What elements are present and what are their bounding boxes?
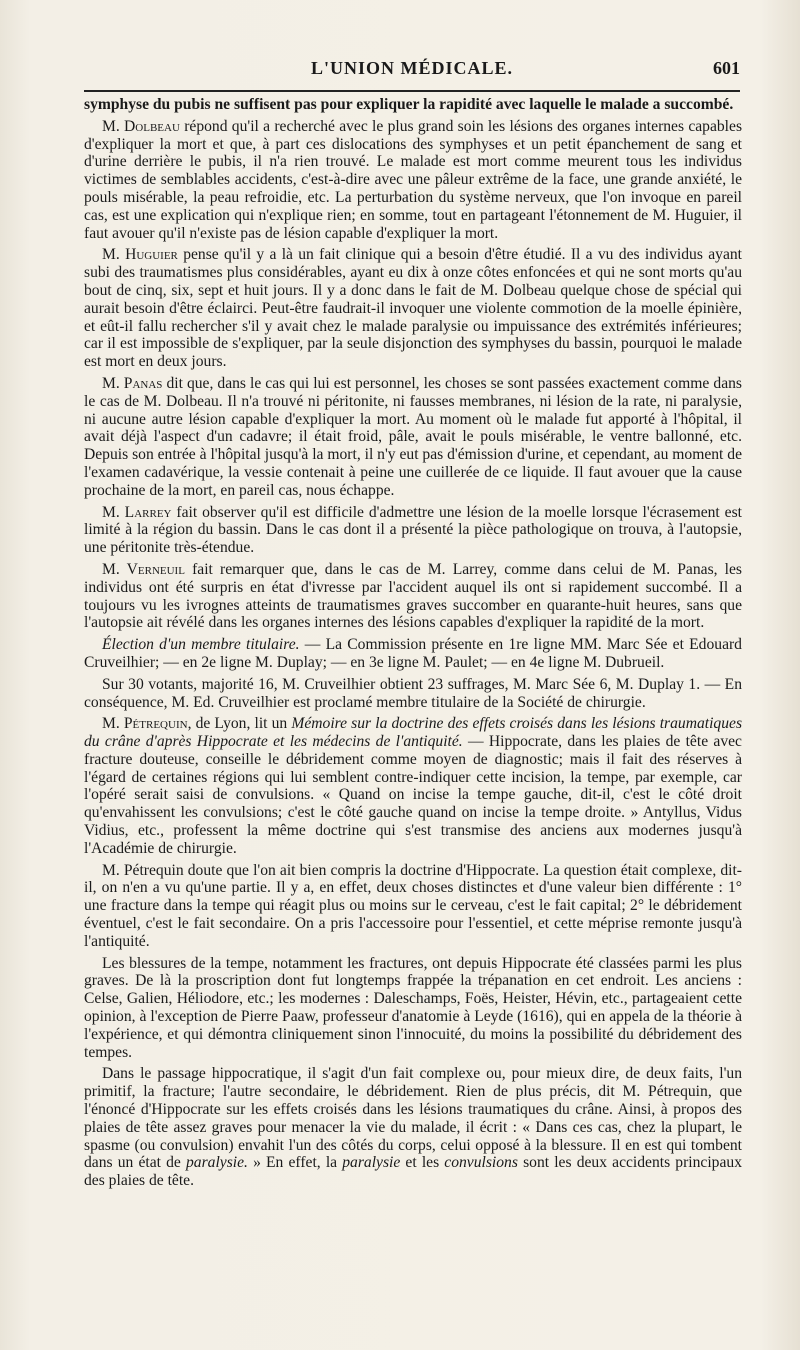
- page-header: [84, 58, 740, 88]
- paragraph-text: dit que, dans le cas qui lui est personnel, les choses se sont passées exactement comme dans le cas de M. Dolbeau. Il n'a trouvé ni péritonite, ni fausses membranes, ni lésion de la rate, ni paralysie, ni aucune autre lésion capable d'expliquer la mort. Au moment où le malade fut apporté à l'hôpital, il avait déjà l'aspect d'un cadavre; il était froid, pâle, avait le pouls misérable, le ventre ballonné, etc. Depuis son entrée à l'hôpital jusqu'à la mort, il n'y eut pas d'émission d'urine, et cependant, au moment de l'examen cadavérique, la vessie contenait à peine une cuillerée de ce liquide. Il faut avouer que la cause prochaine de la mort, en pareil cas, nous échappe.: [84, 374, 742, 499]
- paragraph-text: Dans le passage hippocratique, il s'agit d'un fait complexe ou, pour mieux dire, de deux faits, l'un primitif, la fracture; l'autre secondaire, le débridement. Rien de plus précis, dit M. Pétrequin, que l'énoncé d'Hippocrate sur les effets croisés dans les lésions traumatiques du crâne. Ainsi, à propos des plaies de tête assez graves pour menacer la vie du malade, il écrit : « Dans ces cas, chez la plupart, le spasme (ou convulsion) envahit l'un des côtés du corps, celui opposé à la blessure. Il en est qui tombent dans un état de: [84, 1065, 742, 1172]
- paragraph-text: répond qu'il a recherché avec le plus grand soin les lésions des organes internes capables d'expliquer la mort et que, à part ces dislocations des symphyses et un petit épanchement de sang et d'urine derrière le pubis, il n'a rien trouvé. Le malade est mort comme meurent tous les individus victimes de semblables accidents, c'est-à-dire avec une pâleur extrême de la face, une grande anxiété, le pouls misérable, la peau refroidie, etc. La perturbation du système nerveux, que l'on invoque en pareil cas, est une explication qui n'explique rien; en somme, tout en partageant l'étonnement de M. Huguier, il faut avouer qu'il n'existe pas de lésion capable d'expliquer la mort.: [84, 117, 743, 242]
- speaker-name: M. Larrey: [102, 503, 172, 521]
- paragraph: [84, 96, 742, 114]
- paragraph: [84, 636, 742, 672]
- speaker-name: M. Pétrequin: [102, 715, 188, 733]
- paragraph-text: Sur 30 votants, majorité 16, M. Cruveilhier obtient 23 suffrages, M. Marc Sée 6, M. Duplay 1. — En conséquence, M. Ed. Cruveilhier est proclamé membre titulaire de la Société de chirurgie.: [84, 675, 742, 711]
- paragraph-text: et les: [400, 1154, 445, 1172]
- memoir-title: Mémoire sur la doctrine des effets croisés dans les lésions traumatiques du crâne d'après Hippocrate et les médecins de l'antiquité.: [84, 715, 743, 751]
- paragraph: [84, 715, 742, 857]
- paragraph-text: — La Commission présente en 1re ligne MM. Marc Sée et Edouard Cruveilhier; — en 2e ligne M. Duplay; — en 3e ligne M. Paulet; — en 4e ligne M. Dubrueil.: [84, 636, 742, 671]
- paragraph: [84, 118, 742, 243]
- paragraph-text: sont les deux accidents principaux des plaies de tête.: [84, 1154, 742, 1190]
- paragraph-text: fait remarquer que, dans le cas de M. Larrey, comme dans celui de M. Panas, les individus ont été surpris en état d'ivresse par l'accident auquel ils ont si rapidement succombé. Il a toujours vu les ivrognes atteints de traumatismes graves succomber en quarante-huit heures, sans que l'autopsie ait révélé dans les organes internes des lésions capables d'expliquer la rapidité de la mort.: [84, 560, 743, 632]
- speaker-name: M. Panas: [102, 374, 163, 392]
- emphasis: paralysie.: [186, 1154, 248, 1172]
- paragraph-text: » En effet, la: [247, 1154, 343, 1172]
- paragraph: [84, 955, 742, 1062]
- article-body: [84, 96, 742, 1194]
- paragraph-text: — Hippocrate, dans les plaies de tête avec fracture douteuse, conseille le débridement comme moyen de diagnostic; mais il fait des réserves à l'égard de certaines régions qui lui semblent contre-indiquer cette incision, la tempe, par exemple, car l'opéré serait saisi de convulsions. « Quand on incise la tempe gauche, dit-il, c'est le côté droit qu'envahissent les convulsions; c'est le côté gauche quand on incise la tempe droite. » Antyllus, Vidus Vidius, etc., professent la même doctrine qui s'est transmise des anciens aux modernes jusqu'à l'Académie de chirurgie.: [84, 733, 742, 857]
- paragraph: [84, 1065, 742, 1190]
- page-number: 601: [713, 58, 740, 78]
- paragraph: [84, 862, 742, 951]
- paragraph: [84, 375, 742, 500]
- paragraph-text: , de Lyon, lit un: [187, 715, 292, 733]
- paragraph-text: M. Pétrequin doute que l'on ait bien compris la doctrine d'Hippocrate. La question était complexe, dit-il, on n'en a vu qu'une partie. Il y a, en effet, deux choses distinctes et d'une valeur bien différente : 1° une fracture dans la tempe qui réagit plus ou moins sur le cerveau, c'est le fait capital; 2° le débridement éventuel, c'est le fait secondaire. On a pris l'accessoire pour l'essentiel, et cette méprise remonte jusqu'à l'antiquité.: [84, 861, 742, 950]
- paragraph-text: pense qu'il y a là un fait clinique qui a besoin d'être étudié. Il a vu des individus ayant subi des traumatismes plus considérables, ayant eu dix à onze côtes enfoncées et qui ne sont morts qu'au bout de cinq, six, sept et huit jours. Il y a donc dans le fait de M. Dolbeau quelque chose de spécial qui aurait besoin d'être éclairci. Peut-être faudrait-il invoquer une violente commotion de la moelle épinière, et eût-il fallu rechercher s'il y avait chez le malade paralysie ou impuissance des extrémités inférieures; car il est impossible de s'expliquer, par la seule disjonction des symphyses du bassin, pourquoi le malade est mort en deux jours.: [84, 246, 742, 371]
- speaker-name: M. Huguier: [102, 246, 178, 264]
- paragraph: [84, 676, 742, 712]
- running-title: L'UNION MÉDICALE.: [310, 58, 514, 78]
- paragraph-text: Les blessures de la tempe, notamment les fractures, ont depuis Hippocrate été classées parmi les plus graves. De là la proscription dont fut longtemps frappée la trépanation en cet endroit. Les anciens : Celse, Galien, Héliodore, etc.; les modernes : Daleschamps, Foës, Heister, Hévin, etc., partageaient cette opinion, à l'exception de Pierre Paaw, professeur d'anatomie à Leyde (1616), qui en appela de la théorie à l'expérience, et qui démontra cliniquement sinon l'innocuité, du moins la possibilité du débridement des tempes.: [84, 954, 742, 1061]
- speaker-name: M. Verneuil: [102, 560, 185, 578]
- speaker-name: M. Dolbeau: [102, 117, 180, 135]
- section-heading: Élection d'un membre titulaire.: [102, 636, 300, 654]
- paragraph: [84, 504, 742, 557]
- paragraph: [84, 561, 742, 632]
- paragraph: [84, 246, 742, 371]
- header-rule: [84, 90, 740, 92]
- paragraph-text: fait observer qu'il est difficile d'admettre une lésion de la moelle lorsque l'écrasement est limité à la région du bassin. Dans le cas dont il a présenté la pièce pathologique on trouva, à l'autopsie, une péritonite très-étendue.: [84, 503, 743, 557]
- emphasis: paralysie: [342, 1154, 401, 1172]
- emphasis: convulsions: [444, 1154, 518, 1172]
- paragraph-text: symphyse du pubis ne suffisent pas pour expliquer la rapidité avec laquelle le malade a succombé.: [84, 96, 734, 113]
